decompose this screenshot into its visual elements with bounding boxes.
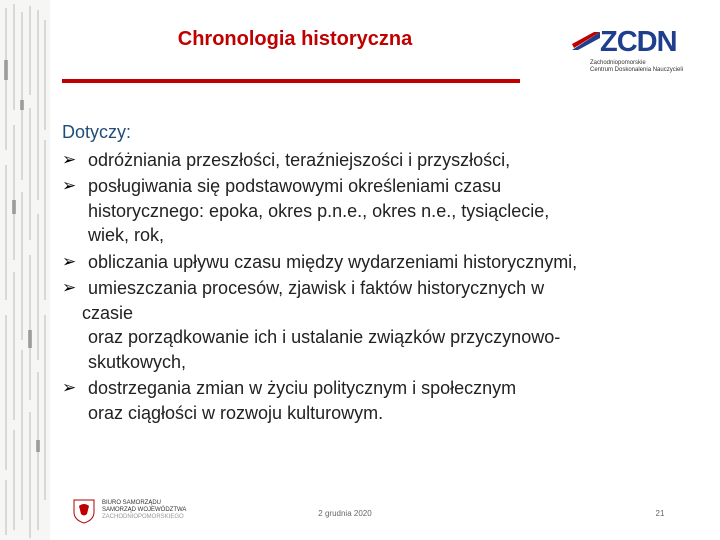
arrow-bullet-icon: ➢ xyxy=(62,176,77,195)
list-item-text: umieszczania procesów, zjawisk i faktów historycznych w xyxy=(88,278,545,298)
logo-subtitle-1: Zachodniopomorskie xyxy=(590,60,646,66)
list-item-text: skutkowych, xyxy=(88,351,187,372)
list-item xyxy=(62,148,692,173)
zcdn-logo-icon xyxy=(572,30,602,54)
list-item-text: wiek, rok, xyxy=(88,225,165,245)
list-item-text: dostrzegania zmian w życiu politycznym i społecznym xyxy=(88,378,517,398)
list-item-text: posługiwania się podstawowymi określeniami czasu xyxy=(88,176,502,196)
voivodeship-crest-icon xyxy=(72,498,96,524)
footer-org-logo xyxy=(72,498,202,524)
slide-body xyxy=(62,120,692,427)
list-item xyxy=(62,250,692,275)
list-item-text: odróżniania przeszłości, teraźniejszości i przyszłości, xyxy=(88,149,511,170)
logo-subtitle-2: Centrum Doskonalenia Nauczycieli xyxy=(590,67,684,73)
list-item-text: oraz porządkowanie ich i ustalanie związków przyczynowo- xyxy=(88,327,561,347)
arrow-bullet-icon: ➢ xyxy=(62,251,77,271)
list-item xyxy=(62,376,692,425)
arrow-bullet-icon: ➢ xyxy=(62,378,77,397)
list-item xyxy=(62,276,692,374)
page-title: Chronologia historyczna xyxy=(177,28,413,50)
section-heading: Dotyczy: xyxy=(62,122,132,142)
page-number: 21 xyxy=(655,509,665,518)
list-item xyxy=(62,174,692,248)
zcdn-logo xyxy=(572,27,684,77)
footer-date: 2 grudnia 2020 xyxy=(318,509,372,518)
footer-org-line-1: BIURO SAMORZĄDU xyxy=(102,500,162,506)
footer-org-line-2: SAMORZĄD WOJEWÓDZTWA xyxy=(102,507,187,513)
arrow-bullet-icon: ➢ xyxy=(62,278,77,297)
list-item-text: oraz ciągłości w rozwoju kulturowym. xyxy=(88,402,384,423)
footer-org-line-3: ZACHODNIOPOMORSKIEGO xyxy=(102,514,184,520)
arrow-bullet-icon: ➢ xyxy=(62,149,77,169)
list-item-text: obliczania upływu czasu między wydarzeniami historycznymi, xyxy=(88,251,578,272)
logo-name: ZCDN xyxy=(600,26,677,58)
list-item-text: czasie xyxy=(82,302,134,323)
decorative-manuscript-strip xyxy=(0,0,50,540)
title-underline xyxy=(62,79,520,83)
list-item-text: historycznego: epoka, okres p.n.e., okres n.e., tysiąclecie, xyxy=(88,200,550,221)
